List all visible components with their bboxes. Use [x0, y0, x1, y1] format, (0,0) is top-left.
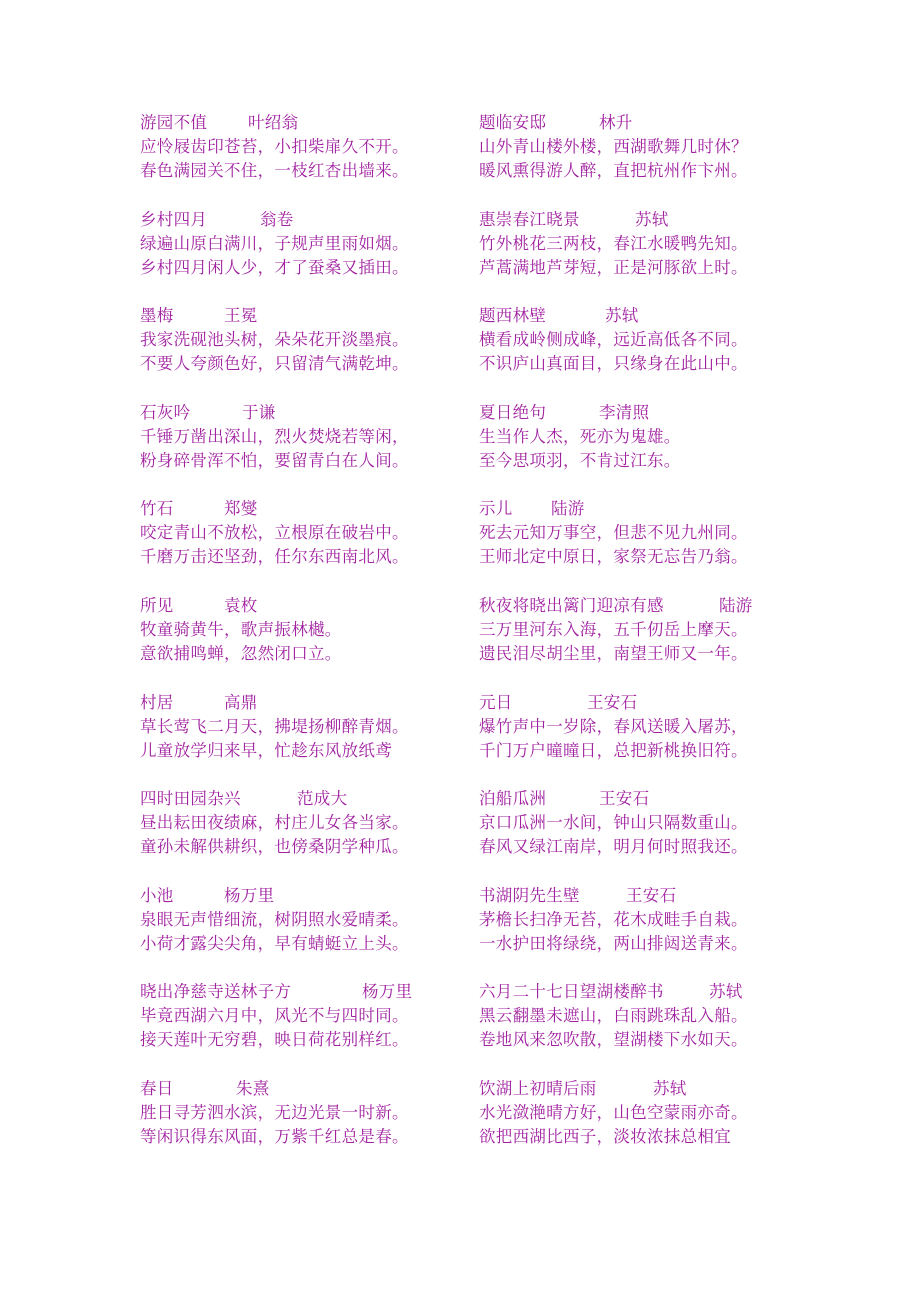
poem-heading [140, 1077, 480, 1101]
poem-line: 卷地风来忽吹散，望湖楼下水如天。 [479, 1030, 748, 1050]
poem-line: 水光潋滟晴方好，山色空蒙雨亦奇。 [479, 1102, 748, 1122]
poem-author: 王安石 [626, 885, 677, 905]
poem-line: 绿遍山原白满川，子规声里雨如烟。 [140, 233, 409, 253]
poem-author: 陆游 [719, 595, 753, 615]
poem-block [140, 884, 480, 981]
poem-author: 苏轼 [653, 1078, 687, 1098]
poem-block [140, 111, 480, 208]
poem-heading [140, 884, 480, 908]
poem-title: 晓出净慈寺送林子方 [140, 982, 292, 1002]
poem-block [479, 497, 819, 594]
poem-heading [140, 594, 480, 618]
poem-author: 王冕 [224, 306, 258, 326]
poem-line: 牧童骑黄牛，歌声振林樾。 [140, 619, 342, 639]
poem-title: 六月二十七日望湖楼醉书 [479, 982, 664, 1002]
poem-line: 一水护田将绿绕，两山排闼送青来。 [479, 933, 748, 953]
poem-line: 千锤万凿出深山，烈火焚烧若等闲， [140, 426, 409, 446]
poem-heading [140, 304, 480, 328]
poem-author: 王安石 [599, 789, 650, 809]
poem-heading [140, 208, 480, 232]
poem-line: 茅檐长扫净无苔，花木成畦手自栽。 [479, 909, 748, 929]
poem-author: 苏轼 [709, 982, 743, 1002]
poem-title: 题临安邸 [479, 113, 547, 132]
poem-line: 乡村四月闲人少，才了蚕桑又插田。 [140, 257, 409, 277]
poem-block [140, 401, 480, 498]
poem-line: 春风又绿江南岸，明月何时照我还。 [479, 837, 748, 857]
poem-author: 苏轼 [605, 306, 639, 326]
poem-heading [140, 787, 480, 811]
poem-block [479, 594, 819, 691]
poem-heading [479, 691, 819, 715]
poem-heading [479, 980, 819, 1004]
poem-title: 四时田园杂兴 [140, 789, 241, 809]
poem-author: 李清照 [599, 402, 650, 422]
poem-author: 王安石 [587, 692, 638, 712]
poem-author: 朱熹 [236, 1078, 270, 1098]
poem-line: 童孙未解供耕织，也傍桑阴学种瓜。 [140, 837, 409, 857]
poem-title: 饮湖上初晴后雨 [479, 1078, 597, 1098]
poem-line: 意欲捕鸣蝉，忽然闭口立。 [140, 643, 342, 663]
poem-title: 春日 [140, 1078, 174, 1098]
poem-heading [140, 980, 480, 1004]
poem-title: 乡村四月 [140, 209, 208, 229]
poem-line: 春色满园关不住，一枝红杏出墙来。 [140, 161, 409, 180]
poem-block [140, 497, 480, 594]
poem-heading [479, 304, 819, 328]
poem-block [140, 208, 480, 305]
poem-line: 咬定青山不放松，立根原在破岩中。 [140, 523, 409, 543]
poem-title: 元日 [479, 692, 513, 712]
poem-author: 陆游 [551, 499, 585, 519]
poem-line: 芦蒿满地芦芽短，正是河豚欲上时。 [479, 257, 748, 277]
poem-author: 高鼎 [224, 692, 258, 712]
poem-line: 千磨万击还坚劲，任尔东西南北风。 [140, 547, 409, 567]
poem-title: 村居 [140, 692, 174, 712]
poem-block [140, 1077, 480, 1174]
poem-block [140, 980, 480, 1077]
poem-title: 泊船瓜洲 [479, 789, 547, 809]
poem-block [479, 111, 819, 208]
poem-line: 小荷才露尖尖角，早有蜻蜓立上头。 [140, 933, 409, 953]
poem-heading [479, 1077, 819, 1101]
poem-line: 胜日寻芳泗水滨，无边光景一时新。 [140, 1102, 409, 1122]
poem-heading [479, 497, 819, 521]
poem-heading [479, 111, 819, 135]
poem-line: 不要人夸颜色好，只留清气满乾坤。 [140, 354, 409, 374]
poem-line: 欲把西湖比西子，淡妆浓抹总相宜 [479, 1126, 731, 1146]
poem-line: 泉眼无声惜细流，树阴照水爱晴柔。 [140, 909, 409, 929]
poem-line: 我家洗砚池头树，朵朵花开淡墨痕。 [140, 330, 409, 350]
poem-title: 游园不值 [140, 113, 208, 132]
poem-line: 京口瓜洲一水间，钟山只隔数重山。 [479, 813, 748, 833]
poem-title: 题西林壁 [479, 306, 547, 326]
poem-title: 惠崇春江晓景 [479, 209, 580, 229]
poem-heading [479, 787, 819, 811]
poem-line: 千门万户曈曈日，总把新桃换旧符。 [479, 740, 748, 760]
poem-heading [479, 401, 819, 425]
poem-line: 等闲识得东风面，万紫千红总是春。 [140, 1126, 409, 1146]
poem-block [140, 787, 480, 884]
poem-author: 杨万里 [224, 885, 275, 905]
poem-line: 草长莺飞二月天，拂堤扬柳醉青烟。 [140, 716, 409, 736]
poem-title: 石灰吟 [140, 402, 191, 422]
poem-block [479, 304, 819, 401]
poem-line: 粉身碎骨浑不怕，要留青白在人间。 [140, 450, 409, 470]
poem-heading [479, 208, 819, 232]
poem-heading [140, 497, 480, 521]
right-poem-column [479, 111, 819, 1174]
poem-block [479, 401, 819, 498]
poem-heading [479, 884, 819, 908]
poem-line: 黑云翻墨未遮山，白雨跳珠乱入船。 [479, 1006, 748, 1026]
poem-line: 暖风熏得游人醉，直把杭州作卞州。 [479, 161, 748, 180]
poem-title: 夏日绝句 [479, 402, 547, 422]
poem-title: 书湖阴先生壁 [479, 885, 580, 905]
poem-line: 至今思项羽，不肯过江东。 [479, 450, 681, 470]
poem-line: 生当作人杰，死亦为鬼雄。 [479, 426, 681, 446]
poem-line: 山外青山楼外楼，西湖歌舞几时休？ [479, 137, 748, 156]
poem-title: 墨梅 [140, 306, 174, 326]
poem-author: 林升 [599, 113, 633, 132]
poem-author: 于谦 [242, 402, 276, 422]
poem-line: 遗民泪尽胡尘里，南望王师又一年。 [479, 643, 748, 663]
poem-line: 接天莲叶无穷碧，映日荷花别样红。 [140, 1030, 409, 1050]
poem-line: 毕竟西湖六月中，风光不与四时同。 [140, 1006, 409, 1026]
left-poem-column [140, 111, 480, 1174]
poem-title: 示儿 [479, 499, 513, 519]
poem-block [479, 884, 819, 981]
poem-title: 秋夜将晓出篱门迎凉有感 [479, 595, 664, 615]
poem-block [479, 208, 819, 305]
poem-author: 叶绍翁 [248, 113, 299, 132]
poem-author: 范成大 [297, 789, 348, 809]
poem-block [479, 787, 819, 884]
poem-line: 竹外桃花三两枝，春江水暖鸭先知。 [479, 233, 748, 253]
poem-line: 应怜屐齿印苍苔，小扣柴扉久不开。 [140, 137, 409, 156]
poem-title: 小池 [140, 885, 174, 905]
poem-block [140, 304, 480, 401]
poem-author: 袁枚 [224, 595, 258, 615]
poem-line: 不识庐山真面目，只缘身在此山中。 [479, 354, 748, 374]
poem-author: 苏轼 [635, 209, 669, 229]
poem-line: 爆竹声中一岁除，春风送暖入屠苏， [479, 716, 748, 736]
poem-line: 王师北定中原日，家祭无忘告乃翁。 [479, 547, 748, 567]
poem-author: 杨万里 [362, 982, 413, 1002]
poem-heading [140, 691, 480, 715]
poem-block [140, 594, 480, 691]
poem-line: 儿童放学归来早，忙趁东风放纸鸢 [140, 740, 392, 760]
poem-block [479, 691, 819, 788]
poem-title: 竹石 [140, 499, 174, 519]
poem-heading [479, 594, 819, 618]
poem-block [479, 1077, 819, 1174]
poem-line: 横看成岭侧成峰，远近高低各不同。 [479, 330, 748, 350]
poem-block [479, 980, 819, 1077]
poem-author: 翁卷 [260, 209, 294, 229]
poem-line: 三万里河东入海，五千仞岳上摩天。 [479, 619, 748, 639]
poem-line: 死去元知万事空，但悲不见九州同。 [479, 523, 748, 543]
poem-heading [140, 111, 480, 135]
poem-title: 所见 [140, 595, 174, 615]
poem-line: 昼出耘田夜绩麻，村庄儿女各当家。 [140, 813, 409, 833]
poem-author: 郑燮 [224, 499, 258, 519]
poem-heading [140, 401, 480, 425]
poem-block [140, 691, 480, 788]
